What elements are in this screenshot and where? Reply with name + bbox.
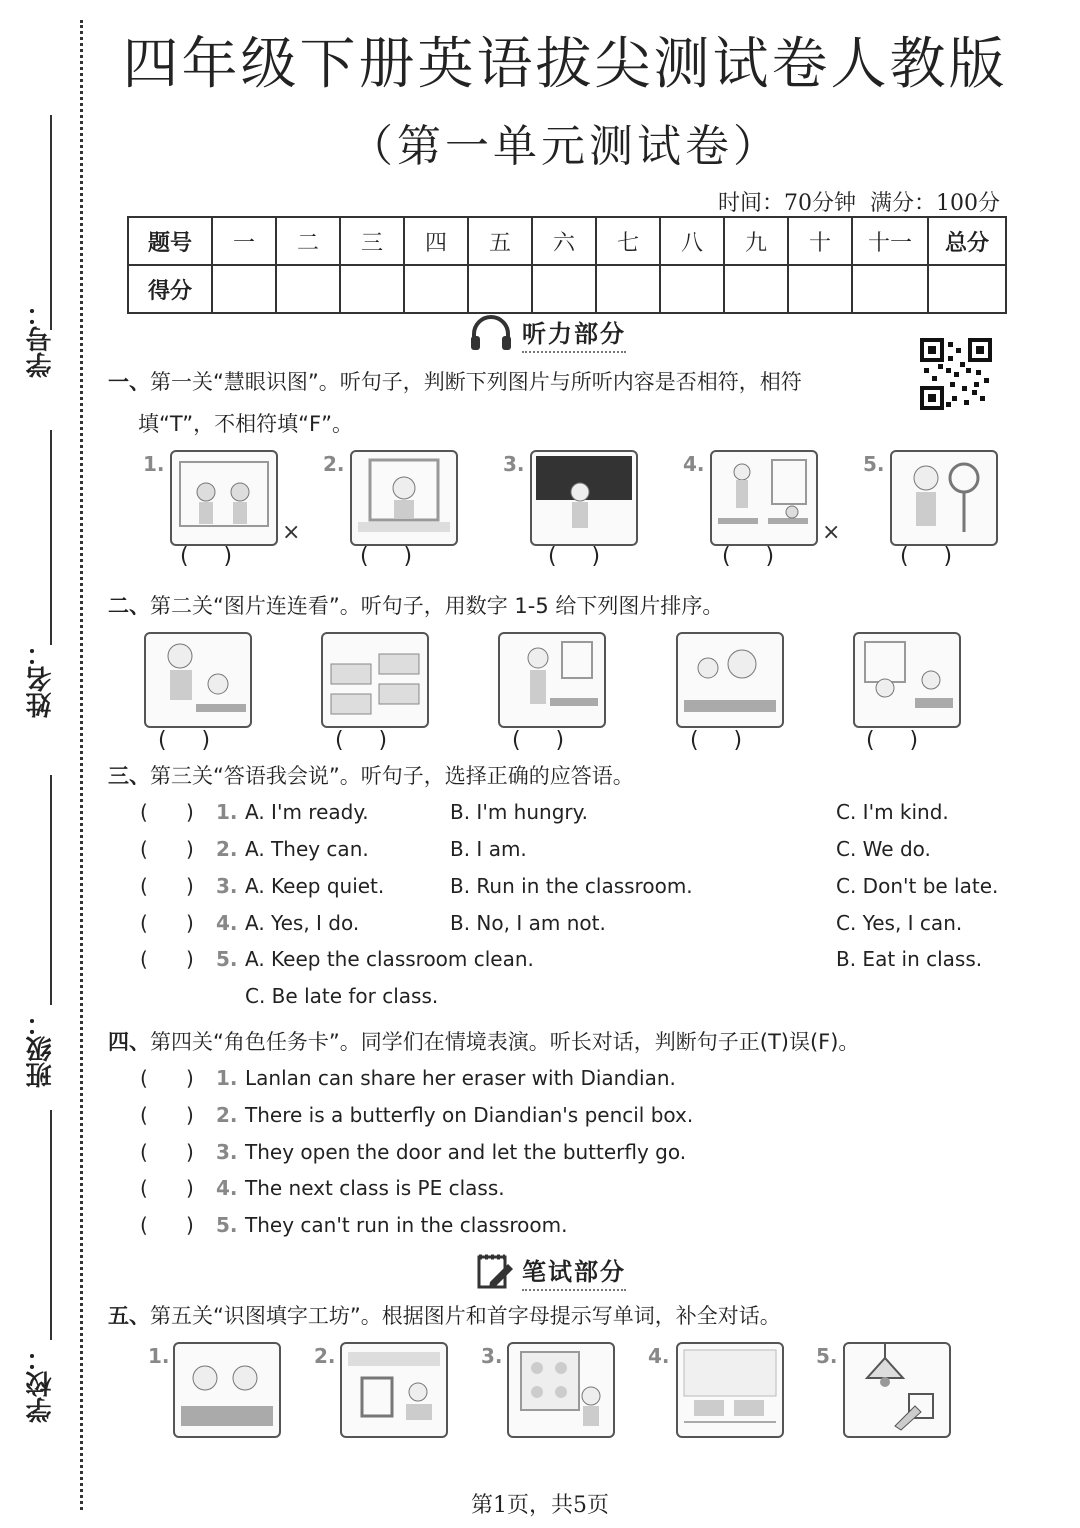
table-col: 九 [724, 217, 788, 265]
table-col-total: 总分 [928, 217, 1006, 265]
option-c: C. We do. [836, 837, 931, 861]
s5-picture-3 [507, 1342, 615, 1438]
score-cell[interactable] [340, 265, 404, 313]
listening-part-title: 听力部分 [522, 314, 626, 353]
answer-blank[interactable]: ( ) [548, 544, 601, 569]
answer-blank[interactable]: ( ) [140, 874, 194, 898]
statement-number: 3. [216, 1140, 238, 1164]
section-3-text: 第三关“答语我会说”。听句子，选择正确的应答语。 [150, 764, 634, 788]
question-number: 3. [216, 874, 238, 898]
option-a: A. I'm ready. [245, 800, 369, 824]
cross-mark: × [822, 520, 841, 545]
answer-blank[interactable]: ( ) [900, 544, 953, 569]
option-c: C. Don't be late. [836, 874, 999, 898]
question-number: 4. [216, 911, 238, 935]
s1-picture-4 [710, 450, 818, 546]
s5-picture-4 [676, 1342, 784, 1438]
student-no-label: 学号： [26, 300, 56, 378]
cross-mark: × [282, 520, 301, 545]
section-5-text: 第五关“识图填字工坊”。根据图片和首字母提示写单词，补全对话。 [150, 1304, 781, 1328]
section-2-label: 二、 [108, 594, 150, 618]
table-col: 四 [404, 217, 468, 265]
qr-code-icon [920, 338, 992, 410]
section-5-title [108, 1300, 781, 1330]
answer-blank[interactable]: ( ) [140, 1176, 194, 1200]
answer-blank[interactable]: ( ) [140, 911, 194, 935]
answer-blank[interactable]: ( ) [866, 728, 919, 753]
table-col: 六 [532, 217, 596, 265]
section-2-text: 第二关“图片连连看”。听句子，用数字 1-5 给下列图片排序。 [150, 594, 724, 618]
option-a: A. Keep the classroom clean. [245, 947, 534, 971]
score-cell[interactable] [404, 265, 468, 313]
section-4-text: 第四关“角色任务卡”。同学们在情境表演。听长对话，判断句子正(T)误(F)。 [150, 1030, 860, 1054]
page-footer: 第1页，共5页 [471, 1493, 609, 1518]
statement-text: Lanlan can share her eraser with Diandian. [245, 1066, 676, 1090]
score-cell[interactable] [724, 265, 788, 313]
option-a: A. Keep quiet. [245, 874, 385, 898]
s1-item-number: 1. [143, 452, 165, 476]
statement-text: There is a butterfly on Diandian's pencil box. [245, 1103, 694, 1127]
option-a: A. Yes, I do. [245, 911, 360, 935]
s5-picture-2 [340, 1342, 448, 1438]
table-col: 八 [660, 217, 724, 265]
answer-blank[interactable]: ( ) [722, 544, 775, 569]
answer-blank[interactable]: ( ) [140, 1103, 194, 1127]
statement-number: 4. [216, 1176, 238, 1200]
s1-item-number: 5. [863, 452, 885, 476]
binding-dashed-line [80, 20, 83, 1510]
score-table-header-row [128, 217, 1006, 265]
pencil-notepad-icon [476, 1252, 516, 1294]
s1-picture-1 [170, 450, 278, 546]
option-b: B. Run in the classroom. [450, 874, 693, 898]
score-cell[interactable] [660, 265, 724, 313]
s1-picture-5 [890, 450, 998, 546]
table-row-head: 得分 [128, 265, 212, 313]
answer-blank[interactable]: ( ) [140, 1140, 194, 1164]
section-1-text: 第一关“慧眼识图”。听句子，判断下列图片与所听内容是否相符，相符 [150, 370, 802, 394]
s5-picture-1 [173, 1342, 281, 1438]
option-b: B. I'm hungry. [450, 800, 588, 824]
question-number: 2. [216, 837, 238, 861]
s1-item-number: 3. [503, 452, 525, 476]
option-b: B. Eat in class. [836, 947, 983, 971]
statement-number: 2. [216, 1103, 238, 1127]
section-1-title-cont: 填“T”，不相符填“F”。 [138, 412, 353, 436]
s2-picture-2 [321, 632, 429, 728]
section-4-title [108, 1026, 859, 1056]
score-table [127, 216, 1007, 314]
school-label: 学校： [26, 1345, 56, 1423]
score-cell[interactable] [788, 265, 852, 313]
student-no-rule [50, 115, 52, 330]
answer-blank[interactable]: ( ) [180, 544, 233, 569]
section-3-label: 三、 [108, 764, 150, 788]
time-score-info: 时间：70分钟 满分：100分 [718, 191, 1000, 216]
name-label: 姓名： [26, 640, 56, 718]
s1-picture-2 [350, 450, 458, 546]
s5-item-number: 3. [481, 1344, 503, 1368]
s1-item-number: 4. [683, 452, 705, 476]
option-b: B. I am. [450, 837, 527, 861]
table-col: 一 [212, 217, 276, 265]
table-row-head: 题号 [128, 217, 212, 265]
writing-part-title: 笔试部分 [522, 1252, 626, 1291]
option-c: C. I'm kind. [836, 800, 949, 824]
headphone-icon [468, 314, 514, 356]
s5-item-number: 2. [314, 1344, 336, 1368]
table-col: 五 [468, 217, 532, 265]
s2-picture-1 [144, 632, 252, 728]
table-col: 三 [340, 217, 404, 265]
s1-item-number: 2. [323, 452, 345, 476]
score-cell[interactable] [468, 265, 532, 313]
option-c: C. Yes, I can. [836, 911, 963, 935]
statement-text: They open the door and let the butterfly go. [245, 1140, 687, 1164]
answer-blank[interactable]: ( ) [140, 800, 194, 824]
answer-blank[interactable]: ( ) [335, 728, 388, 753]
score-table-score-row [128, 265, 1006, 313]
section-2-title [108, 590, 723, 620]
section-4-label: 四、 [108, 1030, 150, 1054]
score-cell[interactable] [852, 265, 928, 313]
name-rule [50, 430, 52, 645]
score-cell[interactable] [532, 265, 596, 313]
answer-blank[interactable]: ( ) [140, 1066, 194, 1090]
section-1-label: 一、 [108, 370, 150, 394]
option-a: A. They can. [245, 837, 369, 861]
option-c: C. Be late for class. [245, 984, 439, 1008]
page-subtitle: （第一单元测试卷） [349, 121, 781, 172]
s5-item-number: 4. [648, 1344, 670, 1368]
page-title: 四年级下册英语拔尖测试卷人教版 [122, 32, 1008, 97]
section-3-title [108, 760, 634, 790]
question-number: 1. [216, 800, 238, 824]
s1-picture-3 [530, 450, 638, 546]
class-rule [50, 775, 52, 1005]
statement-text: They can't run in the classroom. [245, 1213, 568, 1237]
s2-picture-4 [676, 632, 784, 728]
statement-text: The next class is PE class. [245, 1176, 505, 1200]
answer-blank[interactable]: ( ) [512, 728, 565, 753]
school-rule [50, 1110, 52, 1340]
statement-number: 5. [216, 1213, 238, 1237]
s5-item-number: 5. [816, 1344, 838, 1368]
answer-blank[interactable]: ( ) [140, 1213, 194, 1237]
answer-blank[interactable]: ( ) [360, 544, 413, 569]
s5-picture-5 [843, 1342, 951, 1438]
option-b: B. No, I am not. [450, 911, 606, 935]
score-cell[interactable] [928, 265, 1006, 313]
question-number: 5. [216, 947, 238, 971]
s2-picture-5 [853, 632, 961, 728]
answer-blank[interactable]: ( ) [158, 728, 211, 753]
table-col: 七 [596, 217, 660, 265]
statement-number: 1. [216, 1066, 238, 1090]
s5-item-number: 1. [148, 1344, 170, 1368]
section-1-title [108, 366, 802, 396]
table-col: 二 [276, 217, 340, 265]
s2-picture-3 [498, 632, 606, 728]
score-cell[interactable] [212, 265, 276, 313]
score-cell[interactable] [596, 265, 660, 313]
class-label: 班级： [26, 1010, 56, 1088]
answer-blank[interactable]: ( ) [140, 837, 194, 861]
table-col: 十 [788, 217, 852, 265]
answer-blank[interactable]: ( ) [690, 728, 743, 753]
answer-blank[interactable]: ( ) [140, 947, 194, 971]
score-cell[interactable] [276, 265, 340, 313]
section-5-label: 五、 [108, 1304, 150, 1328]
table-col: 十一 [852, 217, 928, 265]
